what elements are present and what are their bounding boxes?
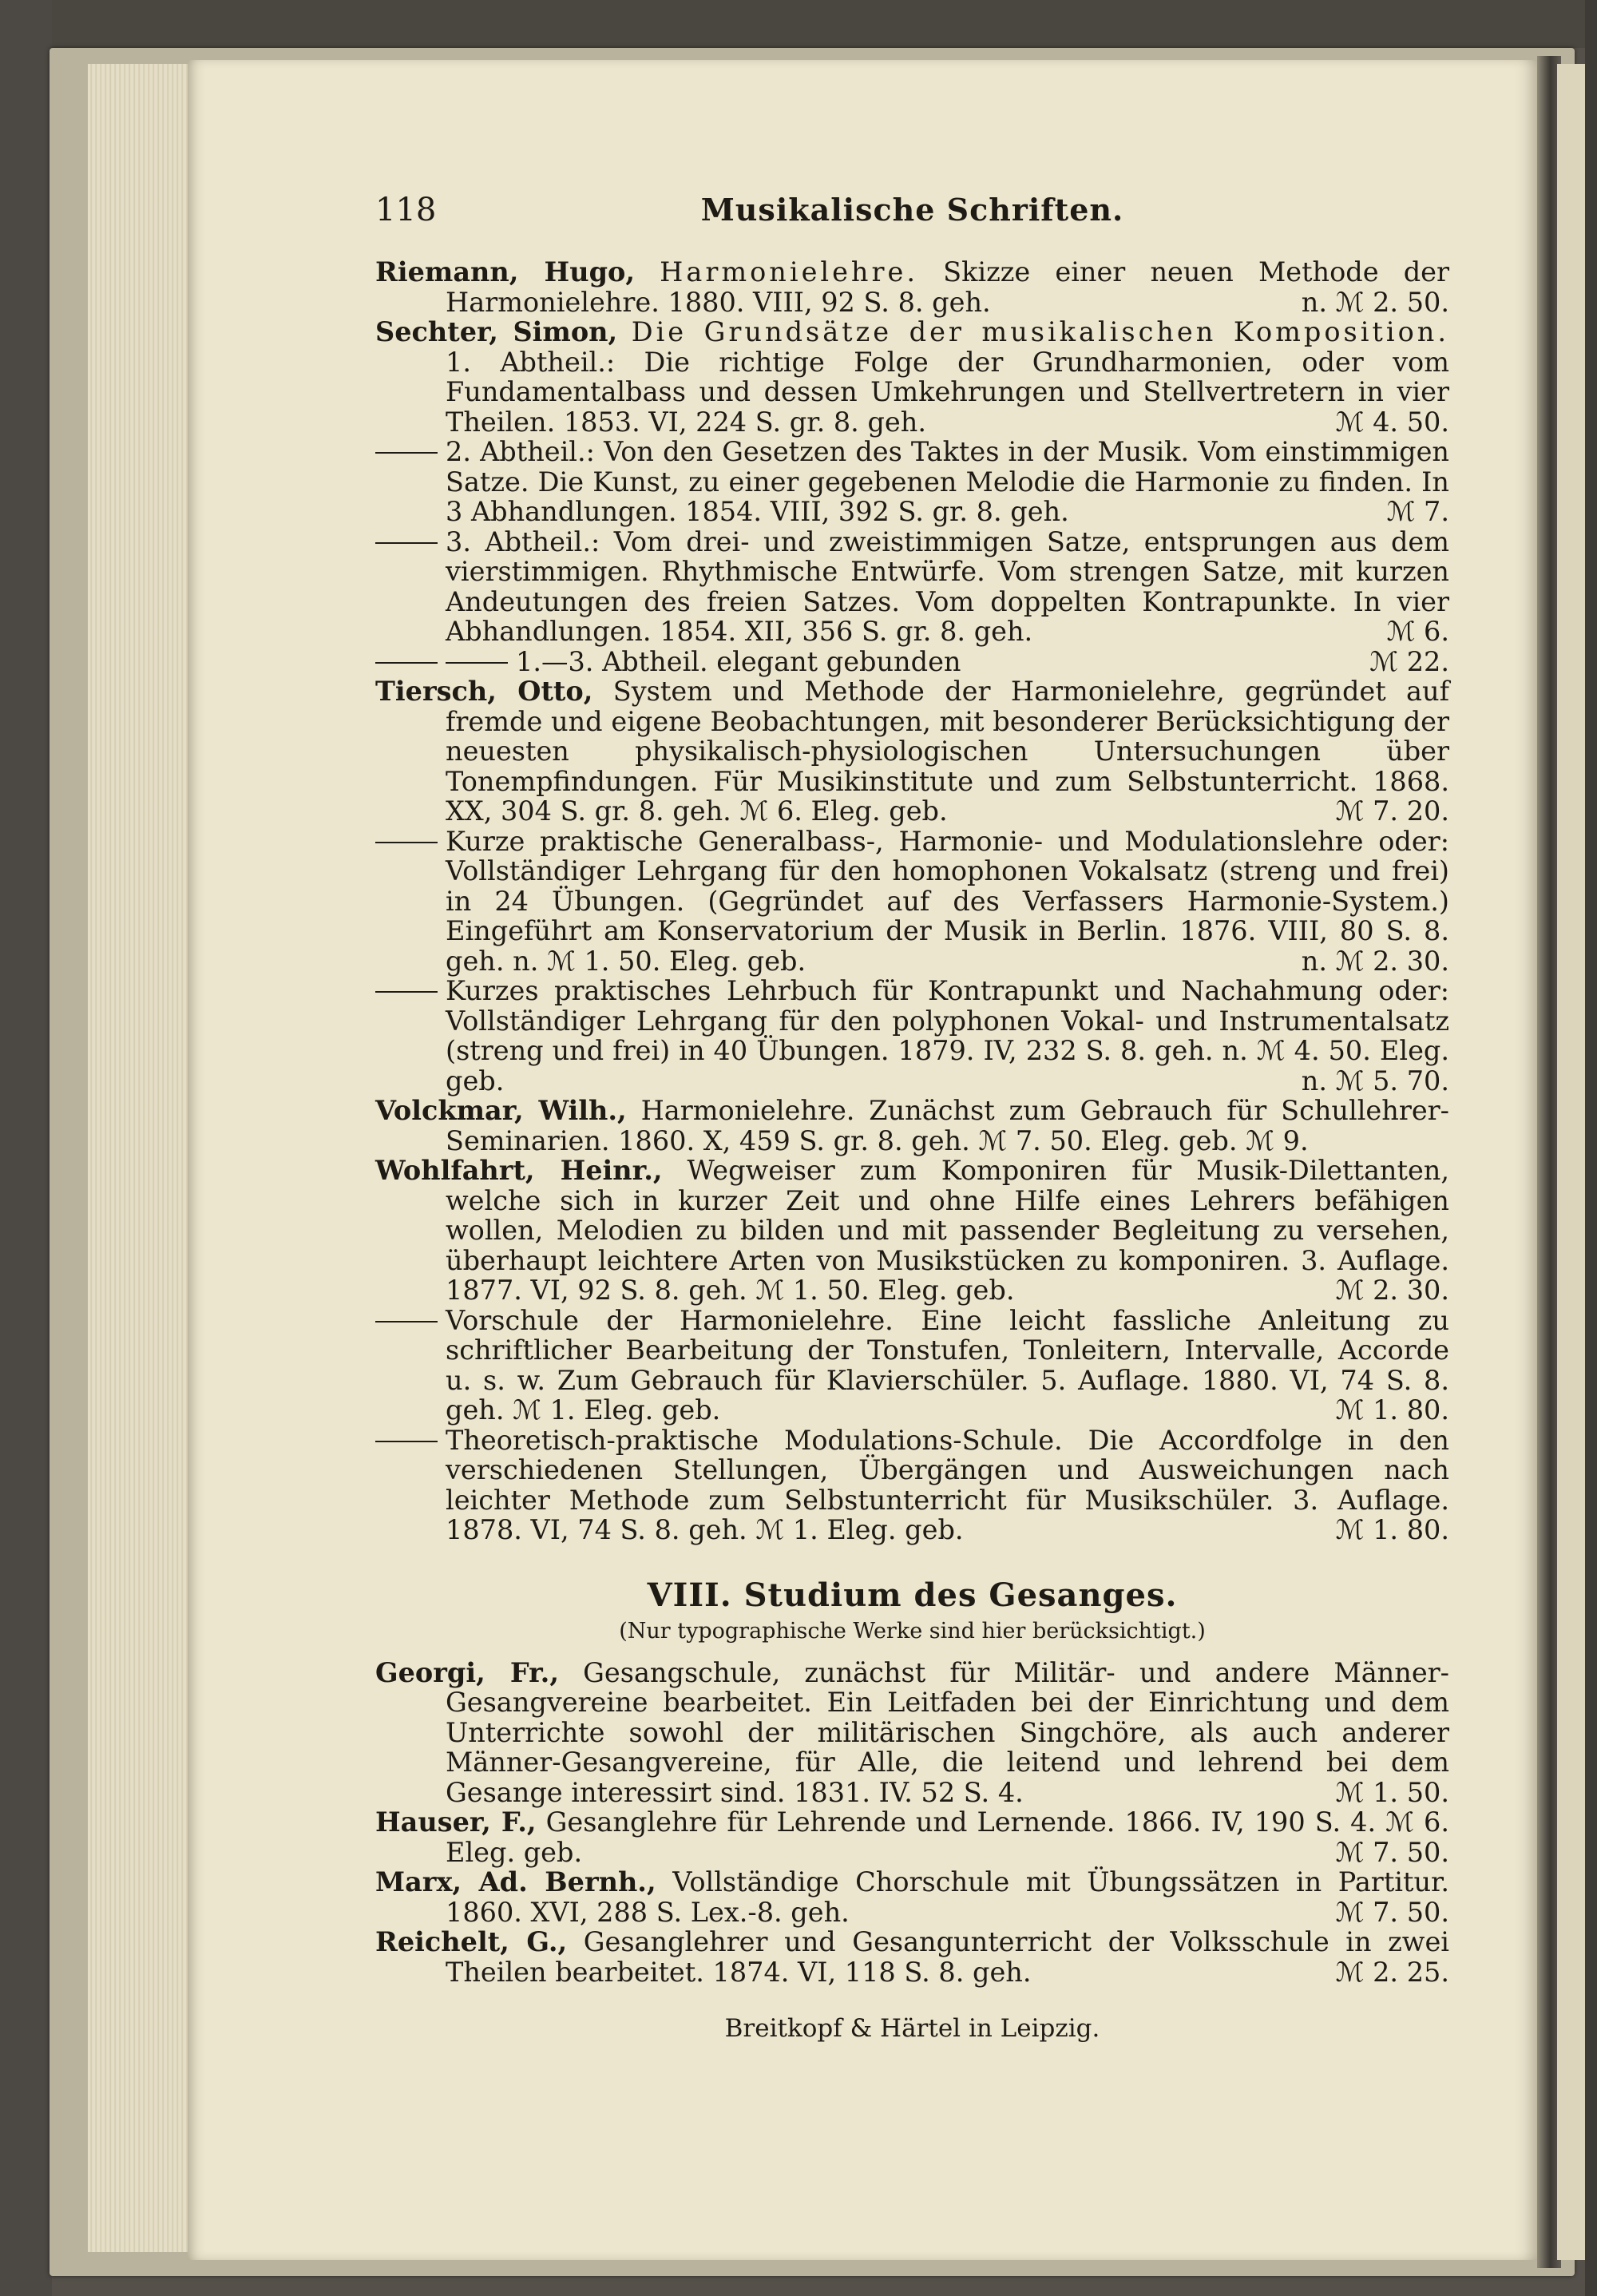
- entry-price: ℳ 4. 50.: [1335, 406, 1449, 438]
- entry-price: ℳ 1. 50.: [1335, 1776, 1449, 1808]
- entry-hauser: [375, 1807, 1449, 1867]
- publisher-footer: Breitkopf & Härtel in Leipzig.: [724, 2014, 1100, 2043]
- entry-price: ℳ 6.: [1386, 616, 1449, 647]
- page-text: [375, 257, 1449, 2044]
- entry-text: Vorschule der Harmonielehre. Eine leicht fassliche Anleitung zu schriftlicher Bearbeitung der Tonstufen, Tonleitern, Intervalle, Accorde u. s. w. Zum Gebrauch für Klavierschüler. 5. Auflage. 1880. VI, 74 S. 8. geh. ℳ 1. Eleg. geb.: [446, 1304, 1449, 1426]
- background-top: [0, 0, 1597, 48]
- entry-text: Gesanglehre für Lehrende und Lernende. 1866. IV, 190 S. 4. ℳ 6. Eleg. geb.: [446, 1806, 1450, 1868]
- entry-author: Hauser, F.,: [375, 1806, 537, 1838]
- ditto-dash: [375, 1441, 438, 1442]
- entry-wohlfahrt-modulation: [375, 1426, 1449, 1545]
- entry-price: ℳ 22.: [1369, 645, 1449, 677]
- entry-author: Georgi, Fr.,: [375, 1656, 559, 1688]
- section-note: (Nur typographische Werke sind hier berücksichtigt.): [619, 1619, 1206, 1644]
- entry-text: 3. Abtheil.: Vom drei- und zweistimmigen Satze, entsprungen aus dem vierstimmigen. Rhythmische Entwürfe. Vom strengen Satze, mit kurzen Andeutungen des freien Satzes. Vom doppelten Kontrapunkte. In vier Abhandlungen. 1854. XII, 356 S. gr. 8. geh.: [446, 525, 1449, 647]
- ditto-dash: [446, 662, 508, 664]
- entry-georgi: [375, 1658, 1449, 1808]
- entry-author: Riemann, Hugo,: [375, 256, 635, 287]
- entry-author: Reichelt, G.,: [375, 1926, 568, 1957]
- entry-volckmar: [375, 1096, 1449, 1156]
- entry-price: n. ℳ 5. 70.: [1301, 1065, 1449, 1096]
- entry-text: Theoretisch-praktische Modulations-Schule. Die Accordfolge in den verschiedenen Stellungen, Übergängen und Ausweichungen nach leichter Methode zum Selbstunterricht für Musikschüler. 3. Auflage. 1878. VI, 74 S. 8. geh. ℳ 1. Eleg. geb.: [446, 1424, 1449, 1545]
- section-heading: VIII. Studium des Gesanges.: [647, 1576, 1178, 1614]
- entry-author: Sechter, Simon,: [375, 316, 618, 347]
- entry-text: 2. Abtheil.: Von den Gesetzen des Taktes in der Musik. Vom einstimmigen Satze. Die Kunst, zu einer gegebenen Melodie die Harmonie zu finden. In 3 Abhandlungen. 1854. VIII, 392 S. gr. 8. geh.: [446, 436, 1449, 527]
- entry-price: ℳ 1. 80.: [1335, 1394, 1449, 1426]
- entry-sechter: [375, 317, 1449, 437]
- entry-sechter-part-3: [375, 527, 1449, 647]
- entry-sechter-bound: [375, 647, 1449, 677]
- entry-text: Harmonielehre. Zunächst zum Gebrauch für Schullehrer-Seminarien. 1860. X, 459 S. gr. 8. geh. ℳ 7. 50. Eleg. geb. ℳ 9.: [446, 1095, 1449, 1156]
- entry-price: ℳ 7.: [1386, 496, 1449, 527]
- page-number: 118: [375, 192, 437, 228]
- entry-tiersch-kontrapunkt: [375, 976, 1449, 1096]
- ditto-dash: [375, 542, 438, 544]
- entry-price: ℳ 2. 30.: [1335, 1275, 1449, 1306]
- page-edges: [88, 64, 192, 2252]
- entry-price: n. ℳ 2. 30.: [1301, 945, 1449, 977]
- entry-price: ℳ 7. 50.: [1335, 1836, 1449, 1868]
- entry-wohlfahrt-vorschule: [375, 1306, 1449, 1426]
- entry-tiersch-generalbass: [375, 827, 1449, 977]
- entry-marx: [375, 1867, 1449, 1927]
- entry-price: ℳ 1. 80.: [1335, 1514, 1449, 1545]
- entry-title: Harmonielehre.: [660, 256, 918, 287]
- entry-sechter-part-2: [375, 437, 1449, 527]
- entry-price: ℳ 7. 20.: [1335, 795, 1449, 827]
- entry-reichelt: [375, 1927, 1449, 1987]
- entry-text: System und Methode der Harmonielehre, gegründet auf fremde und eigene Beobachtungen, mit besonderer Berücksichtigung der neuesten physikalisch-physiologischen Untersuchungen über Tonempfindungen. Für Musikinstitute und zum Selbstunterricht. 1868. XX, 304 S. gr. 8. geh. ℳ 6. Eleg. geb.: [446, 676, 1450, 827]
- entry-price: ℳ 7. 50.: [1335, 1896, 1449, 1928]
- entry-author: Wohlfahrt, Heinr.,: [375, 1155, 663, 1186]
- ditto-dash: [375, 452, 438, 454]
- entry-text: Kurze praktische Generalbass-, Harmonie- und Modulationslehre oder: Vollständiger Lehrgang für den homophonen Vokalsatz (streng und frei) in 24 Übungen. (Gegründet auf des Verfassers Harmonie-System.) Eingeführt am Konservatorium der Musik in Berlin. 1876. VIII, 80 S. 8. geh. n. ℳ 1. 50. Eleg. geb.: [446, 825, 1449, 977]
- entry-text: Gesanglehrer und Gesangunterricht der Volksschule in zwei Theilen bearbeitet. 1874. VI, 118 S. 8. geh.: [446, 1926, 1450, 1988]
- ditto-dash: [375, 842, 438, 843]
- entry-price: n. ℳ 2. 50.: [1301, 286, 1449, 318]
- entry-author: Volckmar, Wilh.,: [375, 1095, 627, 1126]
- entry-text: Gesangschule, zunächst für Militär- und andere Männer-Gesangvereine bearbeitet. Ein Leitfaden bei der Einrichtung und dem Unterrichte sowohl der militärischen Singchöre, als auch anderer Männer-Gesangvereine, für Alle, die leitend und lehrend bei dem Gesange interessirt sind. 1831. IV. 52 S. 4.: [446, 1656, 1449, 1808]
- entry-text: 1.—3. Abtheil. elegant gebunden: [516, 645, 961, 677]
- entry-text: Skizze einer neuen Methode der Harmonielehre. 1880. VIII, 92 S. 8. geh.: [446, 256, 1449, 318]
- background-right: [1585, 0, 1597, 2296]
- entry-title: Die Grundsätze der musikalischen Komposition.: [631, 316, 1449, 347]
- entry-price: ℳ 2. 25.: [1335, 1956, 1449, 1988]
- running-title: Musikalische Schriften.: [700, 192, 1124, 228]
- entry-author: Marx, Ad. Bernh.,: [375, 1866, 656, 1897]
- background-left: [0, 0, 52, 2296]
- ditto-dash: [375, 1321, 438, 1322]
- page-header: [375, 192, 1449, 240]
- entry-text: Wegweiser zum Komponiren für Musik-Dilettanten, welche sich in kurzer Zeit und ohne Hilfe eines Lehrers befähigen wollen, Melodien zu bilden und mit passender Begleitung zu versehen, überhaupt leichtere Arten von Musikstücken zu komponiren. 3. Auflage. 1877. VI, 92 S. 8. geh. ℳ 1. 50. Eleg. geb.: [446, 1155, 1450, 1306]
- ditto-dash: [375, 662, 438, 664]
- entry-author: Tiersch, Otto,: [375, 676, 593, 707]
- entry-text: 1. Abtheil.: Die richtige Folge der Grundharmonien, oder vom Fundamentalbass und dessen Umkehrungen und Stellvertretern in vier Theilen. 1853. VI, 224 S. gr. 8. geh.: [446, 346, 1449, 438]
- entry-wohlfahrt: [375, 1156, 1449, 1306]
- entry-text: Kurzes praktisches Lehrbuch für Kontrapunkt und Nachahmung oder: Vollständiger Lehrgang für den polyphonen Vokal- und Instrumentalsatz (streng und frei) in 40 Übungen. 1879. IV, 232 S. 8. geh. n. ℳ 4. 50. Eleg. geb.: [446, 975, 1449, 1096]
- entry-text: Vollständige Chorschule mit Übungssätzen in Partitur. 1860. XVI, 288 S. Lex.-8. geh.: [446, 1866, 1450, 1928]
- entry-tiersch: [375, 676, 1449, 827]
- ditto-dash: [375, 991, 438, 993]
- entry-riemann: [375, 257, 1449, 317]
